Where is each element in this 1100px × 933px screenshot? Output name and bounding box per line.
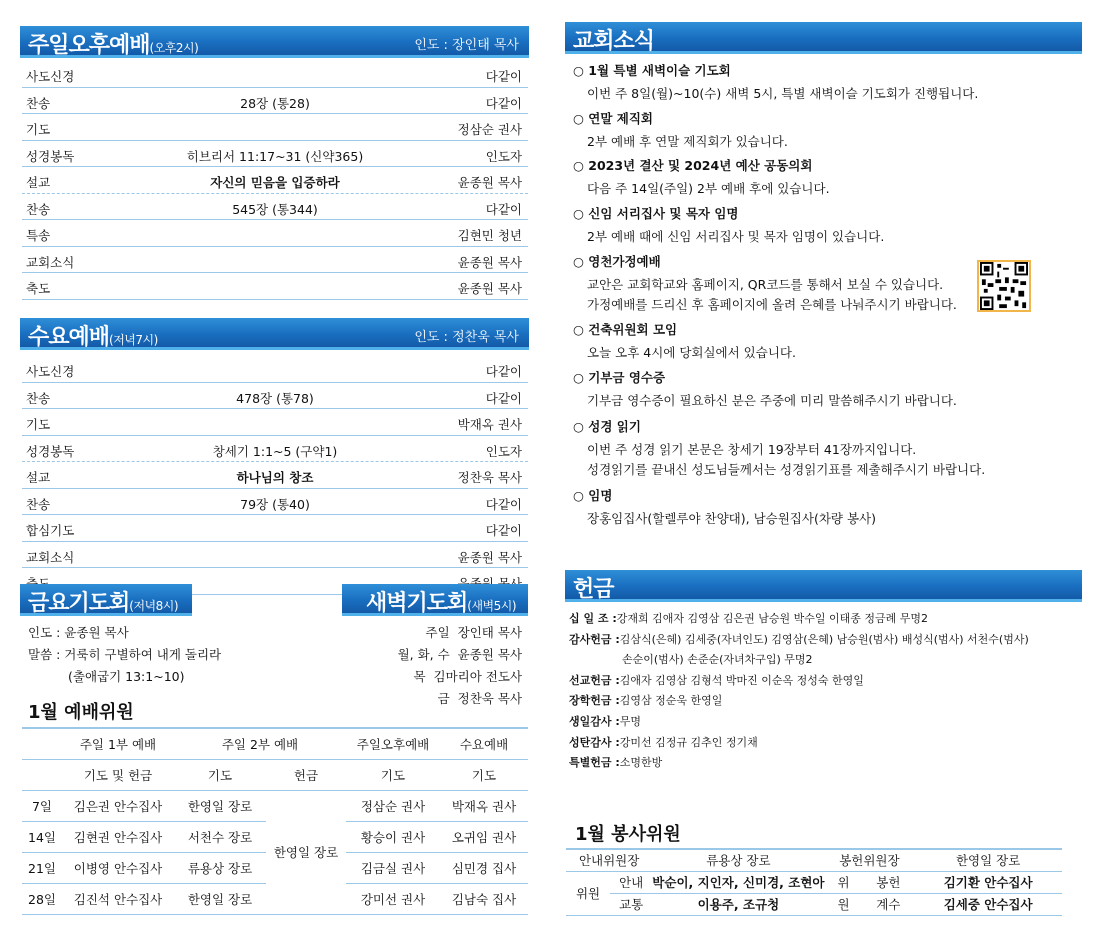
count-members: 김세중 안수집사 (914, 893, 1062, 915)
order-row (22, 489, 528, 516)
table-row: 7일 김은권 안수집사 한영일 장로 한영일 장로 정삼순 권사 박재옥 권사 (22, 790, 528, 821)
news-item-line: 오늘 오후 4시에 당회실에서 있습니다. (587, 345, 796, 360)
order-item: 합심기도 (26, 523, 75, 538)
order-person: 다같이 (485, 523, 522, 538)
traffic-members: 이용주, 조규청 (652, 893, 824, 915)
volunteers-title: 1월 봉사위원 (575, 824, 681, 845)
order-row (22, 194, 528, 221)
order-item: 특송 (26, 228, 51, 243)
sunday-pm-leader: 인도 : 장인태 목사 (414, 38, 519, 53)
offering-names: 김영삼 정순욱 한영일 (619, 694, 723, 708)
guide-lead: 류용상 장로 (652, 849, 824, 871)
offering-line (569, 691, 722, 711)
offering-names: 강미선 김정규 김추인 정기채 (619, 735, 758, 749)
order-row (22, 167, 528, 194)
offer-lead: 한영일 장로 (914, 849, 1062, 871)
order-item: 성경봉독 (26, 148, 75, 164)
news-item (573, 252, 957, 315)
volunteers-table (566, 848, 1062, 916)
wednesday-order (22, 356, 528, 595)
workers-head: 주일오후예배 (346, 728, 440, 759)
offering-line (569, 753, 662, 773)
news-item-line: 2부 예배 때에 신임 서리집사 및 목자 임명이 있습니다. (587, 229, 885, 244)
offer-label: 봉헌 (862, 871, 914, 893)
news-item-title: ○ 건축위원회 모임 (573, 322, 678, 337)
table-row: 14일 김현권 안수집사 서천수 장로 황승이 권사 오귀임 권사 (22, 821, 528, 852)
news-item-title: ○ 2023년 결산 및 2024년 예산 공동의회 (573, 158, 813, 173)
qr-code-graphic (979, 262, 1029, 310)
order-row (22, 220, 528, 247)
offering-line (569, 671, 864, 691)
order-item: 사도신경 (26, 364, 75, 379)
workers-subhead: 헌금 (266, 759, 346, 790)
news-item-line: 교안은 교회학교와 홈페이지, QR코드를 통해서 보실 수 있습니다. (587, 277, 944, 292)
sunday-pm-order (22, 61, 528, 300)
guide-label: 안내 (610, 871, 652, 893)
sunday-pm-title: 주일오후예배 (28, 33, 150, 58)
dawn-line: 금 정찬욱 목사 (437, 691, 522, 706)
order-item: 설교 (26, 470, 51, 485)
order-row (22, 356, 528, 383)
friday-ref: (출애굽기 13:1~10) (68, 669, 185, 684)
guide-lead-label: 안내위원장 (566, 849, 652, 871)
news-item-line: 성경읽기를 끝내신 성도님들께서는 성경읽기표를 제출해주시기 바랍니다. (587, 462, 986, 477)
offering-header (565, 570, 1082, 602)
order-content: 하나님의 창조 (236, 470, 314, 485)
sunday-pm-header (20, 26, 529, 58)
offering-line (569, 712, 641, 732)
order-item: 찬송 (26, 390, 51, 406)
friday-header (20, 584, 192, 616)
workers-title: 1월 예배위원 (28, 702, 134, 723)
news-item-title: ○ 1월 특별 새벽이슬 기도회 (573, 63, 731, 78)
dawn-time: (새벽5시) (467, 599, 517, 613)
order-person: 김현민 청년 (457, 228, 522, 243)
order-item: 설교 (26, 175, 51, 190)
count-label: 계수 (862, 893, 914, 915)
order-person: 다같이 (485, 95, 522, 111)
table-row: 28일 김진석 안수집사 한영일 장로 강미선 권사 김남숙 집사 (22, 883, 528, 914)
order-row (22, 436, 528, 463)
offering-names: 소명한방 (619, 756, 663, 770)
offering-names: 김삼식(은혜) 김세중(자녀인도) 김영삼(은혜) 남승원(범사) 배성식(범사) 서천수(범사) (619, 632, 1029, 646)
dawn-header (342, 584, 528, 616)
order-person: 다같이 (485, 390, 522, 406)
dawn-line: 목 김마리아 전도사 (413, 669, 522, 684)
workers-table (22, 727, 528, 915)
news-item (573, 204, 884, 247)
workers-subhead: 기도 (440, 759, 528, 790)
order-person: 다같이 (485, 496, 522, 512)
order-person: 다같이 (485, 364, 522, 379)
news-item (573, 61, 978, 104)
order-person: 윤종원 목사 (457, 254, 522, 270)
offering-label: 성탄감사 : (569, 735, 620, 749)
table-row: 21일 이병영 안수집사 류용상 장로 김금실 권사 심민경 집사 (22, 852, 528, 883)
order-person: 정찬욱 목사 (457, 470, 522, 485)
workers-head: 주일 2부 예배 (174, 728, 346, 759)
news-item-title: ○ 신임 서리집사 및 목자 임명 (573, 206, 739, 221)
offering-names: 손순이(범사) 손준순(자녀차구입) 무명2 (622, 653, 813, 667)
order-row (22, 383, 528, 410)
offering-names: 김애자 김영삼 김형석 박마진 이순옥 정성숙 한영일 (619, 673, 864, 687)
offering-line (569, 630, 1029, 650)
wednesday-header (20, 318, 529, 350)
offering-label: 생일감사 : (569, 715, 620, 728)
order-row (22, 273, 528, 300)
news-item-line: 이번 주 성경 읽기 본문은 창세기 19장부터 41장까지입니다. (587, 442, 917, 457)
friday-word: 말씀 : 거룩히 구별하여 내게 돌리라 (28, 647, 222, 662)
workers-subhead: 기도 (174, 759, 266, 790)
friday-title: 금요기도회 (28, 591, 130, 616)
order-item: 기도 (26, 122, 51, 137)
order-content: 478장 (통78) (236, 390, 314, 406)
order-item: 사도신경 (26, 69, 75, 84)
wednesday-title: 수요예배 (28, 325, 110, 350)
news-item-title: ○ 기부금 영수증 (573, 370, 666, 385)
offering-label: 십 일 조 : (569, 612, 617, 625)
order-person: 다같이 (485, 69, 522, 84)
order-row (22, 88, 528, 115)
offering-label: 특별헌금 : (569, 756, 620, 770)
member-label: 위원 (566, 871, 610, 915)
dawn-line: 월, 화, 수 윤종원 목사 (397, 647, 522, 662)
order-person: 윤종원 목사 (457, 549, 522, 565)
workers-subhead: 기도 (346, 759, 440, 790)
news-item-title: ○ 연말 제직회 (573, 111, 653, 126)
order-row (22, 409, 528, 436)
news-item-line: 장홍임집사(할렐루야 찬양대), 남승원집사(차량 봉사) (587, 511, 876, 526)
news-header (565, 22, 1082, 54)
wednesday-leader: 인도 : 정찬욱 목사 (414, 330, 519, 345)
order-person: 윤종원 목사 (457, 281, 522, 296)
news-item-line: 2부 예배 후 연말 제직회가 있습니다. (587, 134, 788, 149)
news-item-line: 가정예배를 드리신 후 홈페이지에 올려 은혜를 나눠주시기 바랍니다. (587, 297, 957, 312)
dawn-title: 새벽기도회 (366, 591, 468, 616)
sunday-pm-time: (오후2시) (149, 41, 199, 55)
order-item: 교회소식 (26, 254, 75, 270)
wednesday-time: (저녁7시) (109, 333, 158, 347)
news-item (573, 486, 876, 529)
news-item-title: ○ 성경 읽기 (573, 419, 641, 434)
news-item-line: 이번 주 8일(월)~10(수) 새벽 5시, 특별 새벽이슬 기도회가 진행됩니다. (587, 86, 979, 101)
order-content: 79장 (통40) (240, 496, 310, 512)
offering-line (569, 609, 928, 629)
order-item: 기도 (26, 417, 51, 432)
news-title: 교회소식 (573, 29, 655, 54)
order-person: 인도자 (485, 443, 522, 459)
order-content: 28장 (통28) (240, 95, 310, 111)
order-row (22, 462, 528, 489)
friday-leader: 인도 : 윤종원 목사 (28, 625, 129, 640)
news-item-title: ○ 영천가정예배 (573, 254, 661, 269)
offering-names: 강재희 김애자 김영삼 김은권 남승원 박수일 이태종 정금례 무명2 (616, 612, 929, 625)
offering-label: 장학헌금 : (569, 694, 620, 708)
offer-lead-label: 봉헌위원장 (825, 849, 915, 871)
news-item (573, 320, 796, 363)
order-person: 정삼순 권사 (457, 122, 522, 137)
news-item (573, 368, 957, 411)
order-item: 교회소식 (26, 549, 75, 565)
news-item (573, 156, 830, 199)
order-row (22, 247, 528, 274)
offering-line (569, 733, 758, 753)
offering-title: 헌금 (573, 577, 614, 602)
order-item: 찬송 (26, 95, 51, 111)
offering-label: 감사헌금 : (569, 632, 620, 646)
order-item: 성경봉독 (26, 443, 75, 459)
order-person: 다같이 (485, 201, 522, 217)
news-item-title: ○ 임명 (573, 488, 613, 503)
order-row (22, 61, 528, 88)
order-content: 히브리서 11:17~31 (신약365) (186, 148, 364, 164)
offer-members: 김기환 안수집사 (914, 871, 1062, 893)
workers-head: 주일 1부 예배 (62, 728, 174, 759)
order-person: 윤종원 목사 (457, 175, 522, 190)
news-item-line: 기부금 영수증이 필요하신 분은 주중에 미리 말씀해주시기 바랍니다. (587, 393, 957, 408)
news-item (573, 109, 788, 152)
order-row (22, 141, 528, 168)
news-item (573, 417, 985, 480)
qr-code (977, 260, 1031, 312)
offering-names: 무명 (619, 715, 641, 728)
order-content: 545장 (통344) (232, 201, 318, 217)
offering-label: 선교헌금 : (569, 673, 620, 687)
news-item-line: 다음 주 14일(주일) 2부 예배 후에 있습니다. (587, 181, 830, 196)
friday-time: (저녁8시) (129, 599, 179, 613)
order-person: 박재옥 권사 (457, 417, 522, 432)
workers-subhead: 기도 및 헌금 (62, 759, 174, 790)
order-row (22, 114, 528, 141)
order-item: 축도 (26, 281, 51, 296)
dawn-line: 주일 장인태 목사 (425, 625, 522, 640)
order-content: 창세기 1:1~5 (구약1) (212, 443, 338, 459)
offering-person: 한영일 장로 (266, 790, 346, 914)
order-row (22, 515, 528, 542)
offering-line (622, 650, 813, 670)
member-label-wi: 위 (825, 871, 863, 893)
order-item: 찬송 (26, 201, 51, 217)
traffic-label: 교통 (610, 893, 652, 915)
order-item: 찬송 (26, 496, 51, 512)
order-row (22, 542, 528, 569)
member-label-won: 원 (825, 893, 863, 915)
guide-members: 박순이, 지인자, 신미경, 조현아 (652, 871, 824, 893)
workers-head: 수요예배 (440, 728, 528, 759)
order-person: 인도자 (485, 148, 522, 164)
order-content: 자신의 믿음을 입증하라 (210, 175, 340, 190)
